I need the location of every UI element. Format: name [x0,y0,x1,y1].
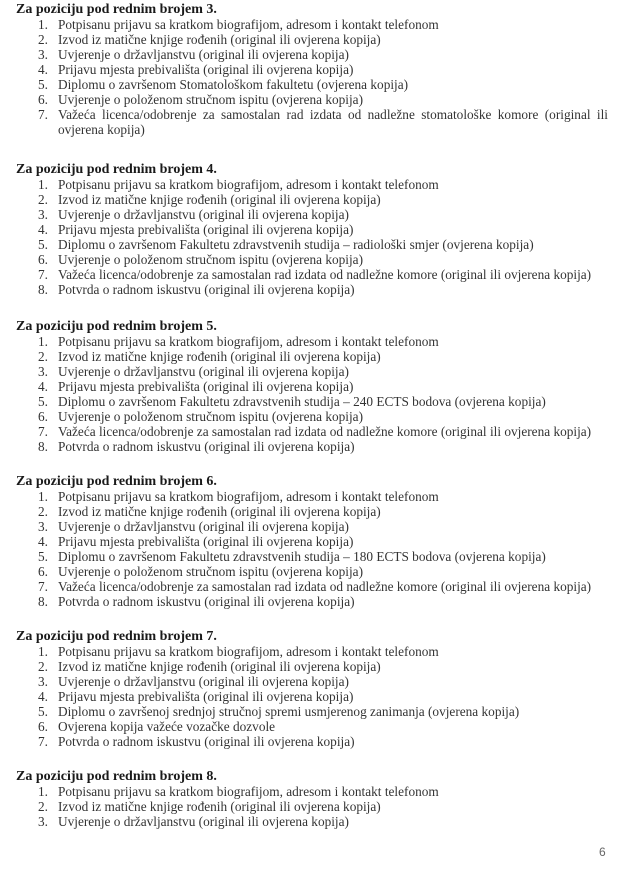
list-item [16,719,616,734]
list-item [16,62,616,77]
item-text: Uvjerenje o državljanstvu (original ili ovjerena kopija) [58,47,349,62]
section-position-5 [16,319,616,454]
section-heading: Za poziciju pod rednim brojem 3. [16,2,217,17]
item-number: 2. [38,659,48,674]
item-text: Potpisanu prijavu sa kratkom biografijom, adresom i kontakt telefonom [58,489,439,504]
item-number: 5. [38,549,48,564]
list-item [16,704,616,719]
item-text: Potvrda o radnom iskustvu (original ili ovjerena kopija) [58,439,355,454]
item-number: 5. [38,394,48,409]
item-number: 3. [38,207,48,222]
item-number: 3. [38,519,48,534]
list-item [16,689,616,704]
item-text: Uvjerenje o državljanstvu (original ili ovjerena kopija) [58,674,349,689]
section-heading: Za poziciju pod rednim brojem 6. [16,474,217,489]
item-text: Uvjerenje o položenom stručnom ispitu (ovjerena kopija) [58,92,364,107]
item-number: 2. [38,192,48,207]
section-heading: Za poziciju pod rednim brojem 7. [16,629,217,644]
list-item [16,594,616,609]
list-item [16,334,616,349]
list-item [16,192,616,207]
item-number: 5. [38,77,48,92]
item-text: Ovjerena kopija važeće vozačke dozvole [58,719,276,734]
list-item [16,32,616,47]
item-number: 6. [38,252,48,267]
item-number: 4. [38,379,48,394]
list-item [16,784,616,799]
item-number: 7. [38,107,48,122]
item-number: 2. [38,32,48,47]
section-heading: Za poziciju pod rednim brojem 8. [16,769,217,784]
item-number: 7. [38,734,48,749]
item-text: Potvrda o radnom iskustvu (original ili ovjerena kopija) [58,734,355,749]
list-item [16,564,616,579]
item-text: Uvjerenje o državljanstvu (original ili ovjerena kopija) [58,519,349,534]
item-number: 1. [38,489,48,504]
item-text: Uvjerenje o položenom stručnom ispitu (ovjerena kopija) [58,409,364,424]
item-text: Prijavu mjesta prebivališta (original ili ovjerena kopija) [58,62,354,77]
item-number: 6. [38,719,48,734]
item-text: Potpisanu prijavu sa kratkom biografijom, adresom i kontakt telefonom [58,177,439,192]
section-position-4 [16,162,616,297]
item-number: 4. [38,222,48,237]
item-text: Izvod iz matične knjige rođenih (original ili ovjerena kopija) [58,192,381,207]
item-text: Diplomu o završenom Fakultetu zdravstvenih studija – radiološki smjer (ovjerena kopija) [58,237,534,252]
section-position-7 [16,629,616,749]
section-heading: Za poziciju pod rednim brojem 5. [16,319,217,334]
list-item [16,519,616,534]
item-text: Važeća licenca/odobrenje za samostalan rad izdata od nadležne komore (original ili ovjerena kopija) [58,424,592,439]
list-item [16,207,616,222]
item-number: 6. [38,92,48,107]
list-item [16,579,616,594]
item-text: Potvrda o radnom iskustvu (original ili ovjerena kopija) [58,594,355,609]
item-text: Diplomu o završenom Fakultetu zdravstvenih studija – 180 ECTS bodova (ovjerena kopija) [58,549,546,564]
list-item [16,267,616,282]
list-item [16,364,616,379]
item-text: Potpisanu prijavu sa kratkom biografijom, adresom i kontakt telefonom [58,644,439,659]
list-item [16,439,616,454]
item-text: Potvrda o radnom iskustvu (original ili ovjerena kopija) [58,282,355,297]
list-item [16,379,616,394]
list-item [16,674,616,689]
item-number: 2. [38,504,48,519]
list-item [16,47,616,62]
list-item [16,252,616,267]
list-item [16,424,616,439]
list-item [16,489,616,504]
section-heading: Za poziciju pod rednim brojem 4. [16,162,217,177]
item-text: Uvjerenje o položenom stručnom ispitu (ovjerena kopija) [58,564,364,579]
item-text: Uvjerenje o položenom stručnom ispitu (ovjerena kopija) [58,252,364,267]
list-item [16,799,616,814]
item-text: Diplomu o završenoj srednjoj stručnoj spremi usmjerenog zanimanja (ovjerena kopija) [58,704,520,719]
item-text: Prijavu mjesta prebivališta (original ili ovjerena kopija) [58,379,354,394]
item-text: Važeća licenca/odobrenje za samostalan rad izdata od nadležne stomatološke komore (original ili ovjerena kopija) [58,107,608,137]
item-text: Izvod iz matične knjige rođenih (original ili ovjerena kopija) [58,799,381,814]
item-text: Izvod iz matične knjige rođenih (original ili ovjerena kopija) [58,504,381,519]
item-text: Uvjerenje o državljanstvu (original ili ovjerena kopija) [58,364,349,379]
item-number: 3. [38,674,48,689]
item-number: 6. [38,564,48,579]
item-number: 1. [38,334,48,349]
list-item [16,17,616,32]
item-text: Izvod iz matične knjige rođenih (original ili ovjerena kopija) [58,659,381,674]
item-text: Izvod iz matične knjige rođenih (original ili ovjerena kopija) [58,349,381,364]
list-item [16,222,616,237]
item-number: 5. [38,704,48,719]
item-number: 3. [38,814,48,829]
item-text: Prijavu mjesta prebivališta (original ili ovjerena kopija) [58,222,354,237]
item-text: Važeća licenca/odobrenje za samostalan rad izdata od nadležne komore (original ili ovjerena kopija) [58,267,592,282]
list-item [16,349,616,364]
list-item [16,107,616,137]
item-number: 4. [38,62,48,77]
section-position-8 [16,769,616,829]
list-item [16,409,616,424]
item-number: 4. [38,689,48,704]
item-text: Važeća licenca/odobrenje za samostalan rad izdata od nadležne komore (original ili ovjerena kopija) [58,579,592,594]
list-item [16,814,616,829]
list-item [16,282,616,297]
item-text: Uvjerenje o državljanstvu (original ili ovjerena kopija) [58,207,349,222]
item-number: 6. [38,409,48,424]
item-text: Potpisanu prijavu sa kratkom biografijom, adresom i kontakt telefonom [58,334,439,349]
item-text: Prijavu mjesta prebivališta (original ili ovjerena kopija) [58,689,354,704]
item-text: Diplomu o završenom Stomatološkom fakultetu (ovjerena kopija) [58,77,409,92]
item-number: 3. [38,364,48,379]
section-position-6 [16,474,616,609]
item-text: Prijavu mjesta prebivališta (original ili ovjerena kopija) [58,534,354,549]
item-text: Potpisanu prijavu sa kratkom biografijom, adresom i kontakt telefonom [58,784,439,799]
page-number: 6 [599,845,606,859]
list-item [16,177,616,192]
item-number: 1. [38,17,48,32]
item-text: Uvjerenje o državljanstvu (original ili ovjerena kopija) [58,814,349,829]
list-item [16,549,616,564]
list-item [16,659,616,674]
item-number: 2. [38,799,48,814]
list-item [16,644,616,659]
item-number: 3. [38,47,48,62]
list-item [16,504,616,519]
item-number: 1. [38,784,48,799]
item-number: 1. [38,177,48,192]
list-item [16,734,616,749]
item-number: 8. [38,594,48,609]
item-number: 8. [38,282,48,297]
item-number: 2. [38,349,48,364]
item-number: 5. [38,237,48,252]
list-item [16,237,616,252]
item-number: 7. [38,579,48,594]
item-number: 7. [38,267,48,282]
item-text: Izvod iz matične knjige rođenih (original ili ovjerena kopija) [58,32,381,47]
section-position-3 [16,2,616,137]
item-text: Diplomu o završenom Fakultetu zdravstvenih studija – 240 ECTS bodova (ovjerena kopija) [58,394,546,409]
item-number: 4. [38,534,48,549]
item-text: Potpisanu prijavu sa kratkom biografijom, adresom i kontakt telefonom [58,17,439,32]
list-item [16,394,616,409]
item-number: 7. [38,424,48,439]
list-item [16,534,616,549]
item-number: 1. [38,644,48,659]
list-item [16,77,616,92]
item-number: 8. [38,439,48,454]
list-item [16,92,616,107]
